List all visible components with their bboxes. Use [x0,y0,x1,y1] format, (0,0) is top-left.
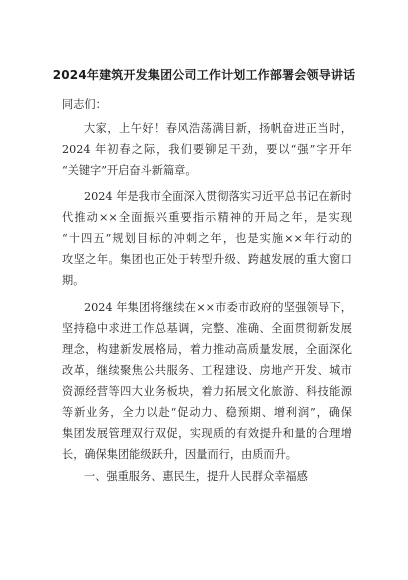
section-heading: 一、强重服务、惠民生，提升人民群众幸福感 [84,470,308,483]
paragraph-3-line-8: 长，确保集团能级跃升，因量而行，由质而升。 [62,448,297,461]
paragraph-3-line-2: 坚持稳中求进工作总基调，完整、准确、全面贯彻新发展 [62,322,352,335]
paragraph-2-line-2: 代推动××全面振兴重要指示精神的开局之年，是实现 [62,211,352,224]
paragraph-3-line-6: 等新业务，全力以赴“促动力、稳预期、增利润”，确保 [62,406,352,419]
paragraph-1-line-2: 2024 年初春之际，我们要铆足干劲，要以“强”字开年 [62,143,352,156]
paragraph-3-line-1: 2024 年集团将继续在××市委市政府的坚强领导下， [84,301,352,314]
paragraph-2-line-4: 攻坚之年。集团也正处于转型升级、跨越发展的重大窗口 [62,253,352,266]
paragraph-3-line-5: 资源经营等四大业务板块，着力拓展文化旅游、科技能源 [62,385,352,398]
document-title: 2024年建筑开发集团公司工作计划工作部署会领导讲话 [52,68,356,82]
salutation: 同志们： [62,98,107,111]
paragraph-3-line-4: 改革，继续聚焦公共服务、工程建设、房地产开发、城市 [62,364,352,377]
paragraph-2-line-1: 2024 年是我市全面深入贯彻落实习近平总书记在新时 [84,190,352,203]
paragraph-2-line-3: “十四五”规划目标的冲刺之年，也是实施××年行动的 [62,232,352,245]
paragraph-1-line-3: “关键字”开启奋斗新篇章。 [62,164,197,177]
paragraph-2-line-5: 期。 [62,274,85,287]
paragraph-3-line-3: 理念，构建新发展格局，着力推动高质量发展，全面深化 [62,343,352,356]
paragraph-3-line-7: 集团发展管理双行双促，实现质的有效提升和量的合理增 [62,427,352,440]
paragraph-1-line-1: 大家，上午好！春风浩荡满目新，扬帆奋进正当时， [84,122,352,135]
